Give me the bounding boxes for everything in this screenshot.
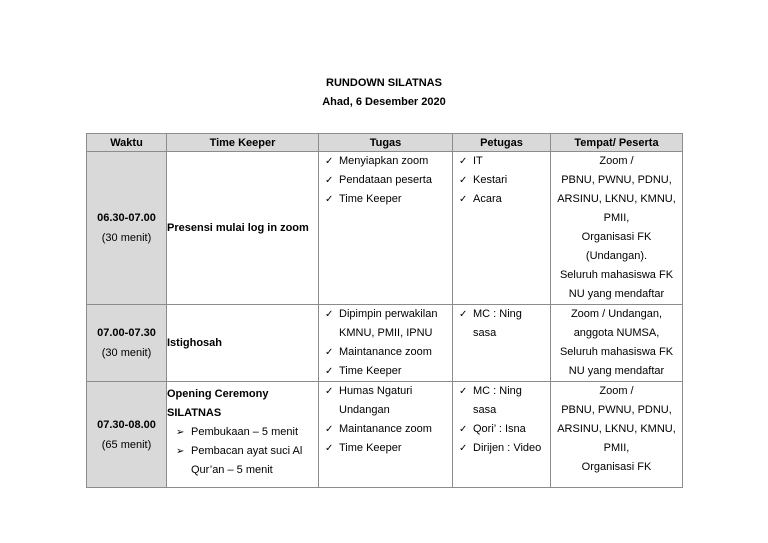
- list-item: [453, 152, 550, 171]
- agenda-item-text: Pembacan ayat suci Al: [191, 445, 303, 457]
- list-item-text: Pendataan peserta: [339, 174, 432, 186]
- tempat-line: PBNU, PWNU, PDNU,: [561, 174, 672, 186]
- time-keeper-cell: [167, 305, 319, 382]
- tugas-list: [319, 152, 452, 209]
- list-item: [319, 171, 452, 190]
- header-petugas: Petugas: [453, 134, 551, 152]
- list-item-text: MC : Ning: [473, 385, 522, 397]
- document-date: Ahad, 6 Desember 2020: [322, 96, 446, 108]
- agenda-item-text: Qur’an – 5 menit: [191, 464, 273, 476]
- checkmark-icon: ✓: [459, 386, 468, 397]
- time-keeper-cell: [167, 382, 319, 488]
- tempat-line: NU yang mendaftar: [568, 288, 665, 300]
- petugas-cell: [453, 382, 551, 488]
- checkmark-icon: ✓: [325, 309, 334, 320]
- checkmark-icon: ✓: [325, 366, 334, 377]
- tempat-line: ARSINU, LKNU, KMNU,: [557, 423, 676, 435]
- list-item-text: Maintanance zoom: [339, 346, 432, 358]
- tempat-line: (Undangan).: [585, 250, 648, 262]
- duration: (65 menit): [101, 438, 152, 451]
- time-range: 06.30-07.00: [97, 212, 156, 224]
- checkmark-icon: ✓: [325, 175, 334, 186]
- duration: (30 menit): [101, 232, 152, 244]
- tempat-line: NU yang mendaftar: [568, 365, 665, 377]
- tempat-line: anggota NUMSA,: [573, 327, 660, 339]
- list-item-text: Time Keeper: [339, 442, 402, 454]
- checkmark-icon: ✓: [459, 309, 468, 320]
- checkmark-icon: ✓: [325, 194, 334, 205]
- checkmark-icon: ✓: [459, 424, 468, 435]
- petugas-cell: [453, 305, 551, 382]
- list-item-text: Undangan: [339, 404, 390, 416]
- list-item-text: Acara: [473, 193, 502, 205]
- list-item: [319, 305, 452, 343]
- opening-title-line: SILATNAS: [167, 407, 222, 419]
- list-item-text: MC : Ning: [473, 308, 522, 320]
- header-time-keeper: Time Keeper: [167, 134, 319, 152]
- opening-title-line: Opening Ceremony: [167, 388, 269, 400]
- header-waktu: Waktu: [87, 134, 167, 152]
- tempat-lines: [551, 152, 682, 304]
- agenda-item: [167, 423, 318, 442]
- list-item: [319, 439, 452, 458]
- checkmark-icon: ✓: [325, 424, 334, 435]
- list-item: [319, 343, 452, 362]
- list-item: [453, 305, 550, 343]
- tempat-cell: [551, 382, 683, 488]
- tugas-cell: [319, 305, 453, 382]
- duration: (30 menit): [101, 347, 152, 359]
- table-row: [87, 305, 683, 382]
- tempat-lines: [551, 382, 682, 477]
- list-item: [319, 152, 452, 171]
- tugas-list: [319, 305, 452, 381]
- arrow-bullet-icon: ➢: [176, 446, 185, 457]
- table-header-row: [87, 134, 683, 152]
- checkmark-icon: ✓: [459, 156, 468, 167]
- list-item-text: sasa: [473, 404, 497, 416]
- petugas-cell: [453, 152, 551, 305]
- tempat-cell: [551, 152, 683, 305]
- petugas-list: [453, 305, 550, 343]
- list-item-text: Maintanance zoom: [339, 423, 432, 435]
- checkmark-icon: ✓: [325, 386, 334, 397]
- petugas-list: [453, 382, 550, 458]
- rundown-table: [86, 133, 683, 488]
- tempat-line: PMII,: [603, 212, 630, 224]
- list-item: [319, 190, 452, 209]
- tempat-line: Zoom /: [599, 385, 634, 397]
- tempat-line: Organisasi FK: [581, 231, 652, 243]
- tempat-line: Organisasi FK: [581, 461, 652, 473]
- checkmark-icon: ✓: [325, 443, 334, 454]
- list-item: [453, 382, 550, 420]
- list-item: [319, 420, 452, 439]
- list-item-text: Kestari: [473, 174, 508, 186]
- tugas-list: [319, 382, 452, 458]
- tempat-cell: [551, 305, 683, 382]
- list-item-text: Qori’ : Isna: [473, 423, 526, 435]
- list-item-text: Menyiapkan zoom: [339, 155, 429, 167]
- agenda-item-text: Pembukaan – 5 menit: [191, 426, 299, 438]
- list-item: [453, 171, 550, 190]
- time-keeper-text: Presensi mulai log in zoom: [167, 221, 309, 234]
- checkmark-icon: ✓: [459, 175, 468, 186]
- list-item-text: sasa: [473, 327, 497, 339]
- table-row: [87, 152, 683, 305]
- time-range: 07.00-07.30: [97, 327, 156, 339]
- tugas-cell: [319, 382, 453, 488]
- time-keeper-cell: [167, 152, 319, 305]
- tugas-cell: [319, 152, 453, 305]
- tempat-line: PMII,: [603, 442, 630, 454]
- list-item-text: Dipimpin perwakilan: [339, 308, 438, 320]
- list-item: [319, 382, 452, 420]
- agenda-item: [167, 442, 318, 480]
- list-item: [453, 190, 550, 209]
- tempat-line: Seluruh mahasiswa FK: [559, 346, 674, 358]
- list-item-text: Time Keeper: [339, 193, 402, 205]
- checkmark-icon: ✓: [459, 443, 468, 454]
- table-row: [87, 382, 683, 488]
- waktu-cell: [87, 152, 167, 305]
- list-item-text: Humas Ngaturi: [339, 385, 413, 397]
- tempat-line: ARSINU, LKNU, KMNU,: [557, 193, 676, 205]
- list-item: [453, 439, 550, 458]
- checkmark-icon: ✓: [459, 194, 468, 205]
- list-item-text: IT: [473, 155, 483, 167]
- tempat-line: Seluruh mahasiswa FK: [559, 269, 674, 281]
- checkmark-icon: ✓: [325, 156, 334, 167]
- list-item-text: Time Keeper: [339, 365, 402, 377]
- list-item: [319, 362, 452, 381]
- list-item-text: KMNU, PMII, IPNU: [339, 327, 433, 339]
- time-keeper-text: Istighosah: [167, 336, 223, 349]
- list-item: [453, 420, 550, 439]
- opening-agenda-list: [167, 423, 318, 480]
- header-tempat: Tempat/ Peserta: [551, 134, 683, 152]
- tempat-line: PBNU, PWNU, PDNU,: [561, 404, 672, 416]
- arrow-bullet-icon: ➢: [176, 427, 185, 438]
- document-title: RUNDOWN SILATNAS: [326, 77, 442, 89]
- checkmark-icon: ✓: [325, 347, 334, 358]
- waktu-cell: [87, 382, 167, 488]
- waktu-cell: [87, 305, 167, 382]
- header-tugas: Tugas: [319, 134, 453, 152]
- tempat-line: Zoom /: [599, 155, 634, 167]
- list-item-text: Dirijen : Video: [473, 442, 542, 454]
- tempat-lines: [551, 305, 682, 381]
- petugas-list: [453, 152, 550, 209]
- tempat-line: Zoom / Undangan,: [570, 308, 663, 320]
- time-range: 07.30-08.00: [97, 418, 156, 431]
